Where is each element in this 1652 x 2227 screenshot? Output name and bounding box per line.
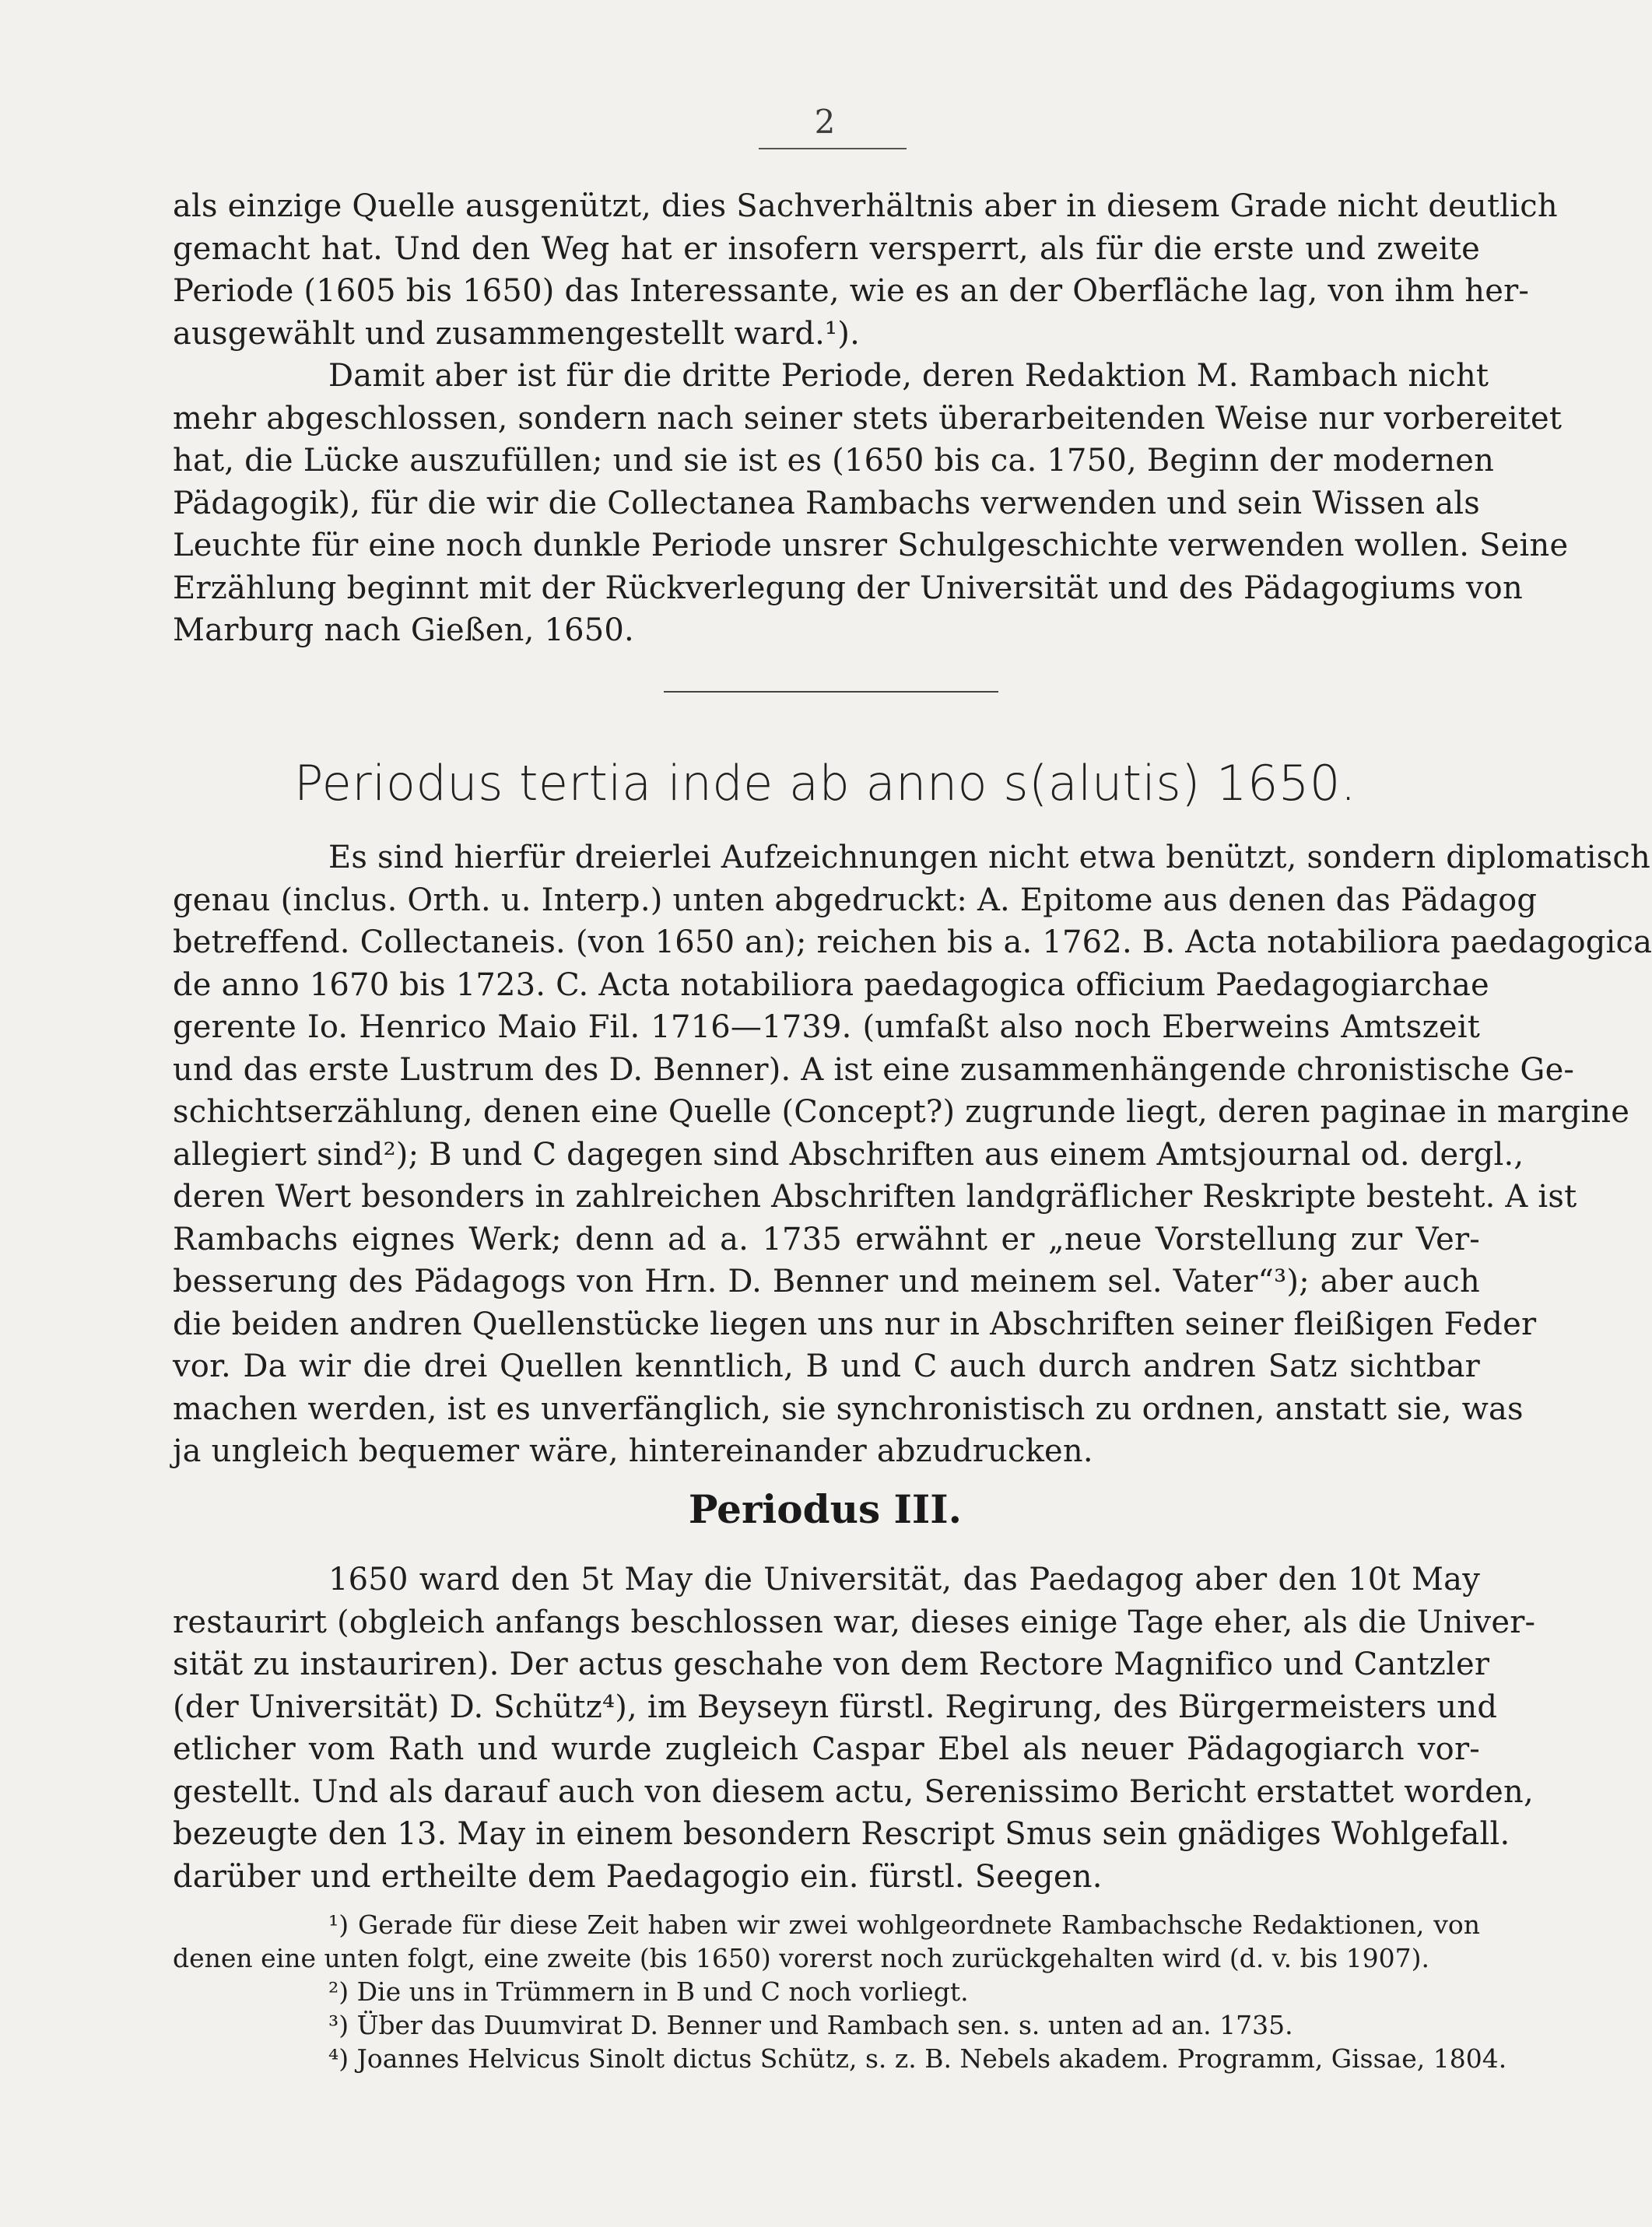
text-line: Periode (1605 bis 1650) das Interessante, wie es an der Oberfläche lag, von ihm her- [173, 273, 1530, 309]
periodus-paragraph [173, 1559, 1536, 1898]
text-line: 1650 ward den 5t May die Universität, das Paedagog aber den 10t May [328, 1562, 1480, 1597]
text-line: deren Wert besonders in zahlreichen Abschriften landgräflicher Reskripte besteht. A ist [173, 1179, 1577, 1215]
text-line: (der Universität) D. Schütz⁴), im Beyseyn fürstl. Regirung, des Bürgermeisters und [173, 1689, 1498, 1725]
text-line: etlicher vom Rath und wurde zugleich Caspar Ebel als neuer Pädagogiarch vor- [173, 1731, 1480, 1767]
header-rule [759, 148, 907, 149]
text-line: Marburg nach Gießen, 1650. [173, 612, 634, 648]
text-line: allegiert sind²); B und C dagegen sind Abschriften aus einem Amtsjournal od. dergl., [173, 1136, 1524, 1173]
text-line: und das erste Lustrum des D. Benner). A ist eine zusammenhängende chronistische Ge- [173, 1051, 1575, 1088]
footnote-line: denen eine unten folgt, eine zweite (bis 1650) vorerst noch zurückgehalten wird (d. v. bis 1907). [173, 1943, 1430, 1973]
footnote-line: ²) Die uns in Trümmern in B und C noch vorliegt. [328, 1976, 969, 2007]
text-line: schichtserzählung, denen eine Quelle (Concept?) zugrunde liegt, deren paginae in margine [173, 1094, 1630, 1130]
footnote-line: ⁴) Joannes Helvicus Sinolt dictus Schütz, s. z. B. Nebels akadem. Programm, Gissae, 1804. [328, 2043, 1507, 2074]
text-line: mehr abgeschlossen, sondern nach seiner stets überarbeitenden Weise nur vorbereitet [173, 400, 1563, 437]
text-line: Rambachs eignes Werk; denn ad a. 1735 erwähnt er „neue Vorstellung zur Ver- [173, 1221, 1480, 1257]
text-line: Pädagogik), für die wir die Collectanea Rambachs verwenden und sein Wissen als [173, 485, 1480, 521]
text-line: Es sind hierfür dreierlei Aufzeichnungen nicht etwa benützt, sondern diplomatisch [328, 840, 1650, 875]
footnotes [173, 1908, 1507, 2075]
text-line: gestellt. Und als darauf auch von diesem actu, Serenissimo Bericht erstattet worden, [173, 1773, 1534, 1810]
text-line: machen werden, ist es unverfänglich, sie synchronistisch zu ordnen, anstatt sie, was [173, 1391, 1524, 1427]
text-line: hat, die Lücke auszufüllen; und sie ist es (1650 bis ca. 1750, Beginn der modernen [173, 443, 1495, 479]
footnote-line: ¹) Gerade für diese Zeit haben wir zwei wohlgeordnete Rambachsche Redaktionen, von [328, 1910, 1480, 1940]
intro-paragraph [173, 185, 1569, 652]
text-line: ja ungleich bequemer wäre, hintereinander abzudrucken. [173, 1433, 1093, 1469]
text-line: Erzählung beginnt mit der Rückverlegung der Universität und des Pädagogiums von [173, 570, 1523, 606]
text-line: gemacht hat. Und den Weg hat er insofern versperrt, als für die erste und zweite [173, 230, 1480, 267]
text-line: ausgewählt und zusammengestellt ward.¹). [173, 315, 860, 352]
text-line: besserung des Pädagogs von Hrn. D. Benner und meinem sel. Vater“³); aber auch [173, 1264, 1480, 1299]
section-divider [664, 691, 998, 693]
text-line: als einzige Quelle ausgenützt, dies Sachverhältnis aber in diesem Grade nicht deutlich [173, 188, 1558, 224]
text-line: restaurirt (obgleich anfangs beschlossen war, dieses einige Tage eher, als die Univer- [173, 1604, 1536, 1640]
subheading: Periodus III. [688, 1486, 963, 1532]
text-line: bezeugte den 13. May in einem besondern Rescript Smus sein gnädiges Wohlgefall. [173, 1816, 1510, 1852]
text-line: genau (inclus. Orth. u. Interp.) unten abgedruckt: A. Epitome aus denen das Pädagog [173, 882, 1538, 918]
section-title: Periodus tertia inde ab anno s(alutis) 1650. [293, 755, 1357, 812]
text-line: gerente Io. Henrico Maio Fil. 1716—1739. (umfaßt also noch Eberweins Amtszeit [173, 1009, 1480, 1045]
text-line: vor. Da wir die drei Quellen kenntlich, B und C auch durch andren Satz sichtbar [173, 1348, 1480, 1384]
text-line: darüber und ertheilte dem Paedagogio ein. fürstl. Seegen. [173, 1858, 1103, 1895]
text-line: Damit aber ist für die dritte Periode, deren Redaktion M. Rambach nicht [328, 358, 1489, 394]
text-line: Leuchte für eine noch dunkle Periode unsrer Schulgeschichte verwenden wollen. Seine [173, 528, 1569, 563]
footnote-line: ³) Über das Duumvirat D. Benner und Rambach sen. s. unten ad an. 1735. [328, 2010, 1293, 2040]
text-line: betreffend. Collectaneis. (von 1650 an); reichen bis a. 1762. B. Acta notabiliora paedagogica [173, 924, 1652, 960]
text-line: sität zu instauriren). Der actus geschahe von dem Rectore Magnifico und Cantzler [173, 1647, 1490, 1682]
text-line: die beiden andren Quellenstücke liegen uns nur in Abschriften seiner fleißigen Feder [173, 1306, 1537, 1342]
text-line: de anno 1670 bis 1723. C. Acta notabiliora paedagogica officium Paedagogiarchae [173, 966, 1489, 1003]
page-number: 2 [814, 103, 836, 141]
section-paragraph [173, 836, 1652, 1473]
